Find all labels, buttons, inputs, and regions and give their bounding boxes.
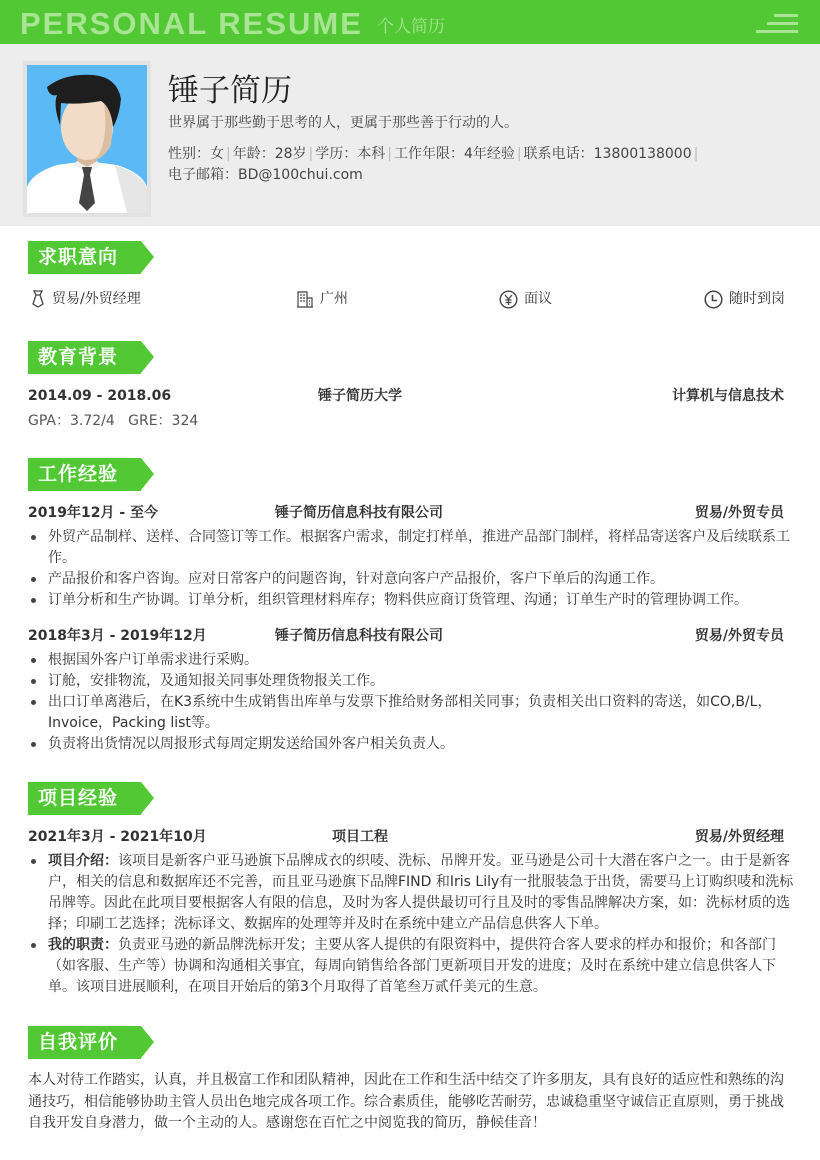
age: 年龄：28岁: [232, 146, 307, 162]
job-title: 贸易/外贸专员: [694, 505, 784, 521]
list-item: 外贸产品制样、送样、合同签订等工作。根据客户需求，制定打样单，推进产品部门制样，将样品寄送客户及后续联系工作。: [28, 527, 794, 569]
motto: 世界属于那些勤于思考的人，更属于那些善于行动的人。: [168, 115, 518, 131]
list-item: 项目介绍：该项目是新客户亚马逊旗下品牌成衣的织唛、洗标、吊牌开发。亚马逊是公司十大潜在客户之一。由于是新客户，相关的信息和数据库还不完善，而且亚马逊旗下品牌FIND 和Iris Lily有一批服装急于出货，需要马上订购织唛和洗标吊牌等。因此在此项目要根据客人有限的信息，及时为客人提供最切可行且及时的零售品牌解决方案，如：洗标材质的选择；印刷工艺选择；洗标译文、数据库的处理等并及时在系统中建立产品信息供客人下单。: [28, 851, 794, 935]
section-header-intent: 求职意向: [28, 241, 154, 274]
list-item: 我的职责：负责亚马逊的新品牌洗标开发；主要从客人提供的有限资料中，提供符合客人要求的样办和报价；和各部门（如客服、生产等）协调和沟通相关事宜，每周向销售给各部门更新项目开发的进度；及时在系统中建立信息供客人下单。该项目进展顺利，在项目开始后的第3个月取得了首笔叁万贰仟美元的生意。: [28, 935, 794, 998]
education-level: 学历：本科: [315, 146, 386, 162]
section-header-project: 项目经验: [28, 782, 154, 815]
section-header-work: 工作经验: [28, 458, 154, 491]
education-scores: GPA：3.72/4 GRE：324: [28, 413, 199, 429]
list-item: 产品报价和客户咨询。应对日常客户的问题咨询，针对意向客户产品报价，客户下单后的沟通工作。: [28, 569, 794, 590]
list-item: 根据国外客户订单需求进行采购。: [28, 650, 794, 671]
project-role: 贸易/外贸经理: [694, 829, 784, 845]
personal-info: [168, 144, 728, 186]
candidate-name: 锤子简历: [168, 73, 292, 109]
section-header-education: 教育背景: [28, 341, 154, 374]
email: 电子邮箱：BD@100chui.com: [168, 167, 363, 183]
section-header-self: 自我评价: [28, 1026, 154, 1059]
work-duties-list: [28, 650, 794, 755]
job-title: 贸易/外贸专员: [694, 628, 784, 644]
gender: 性别：女: [168, 146, 224, 162]
school-name: 锤子简历大学: [318, 388, 402, 404]
menu-icon[interactable]: [754, 14, 798, 34]
work-row: [28, 502, 784, 524]
project-row: [28, 826, 784, 848]
intent-salary: 面议: [499, 288, 552, 310]
list-item: 出口订单离港后，在K3系统中生成销售出库单与发票下推给财务部相关同事；负责相关出口资料的寄送，如CO,B/L，Invoice，Packing list等。: [28, 692, 794, 734]
work-duties-list: [28, 527, 794, 611]
education-period: 2014.09 - 2018.06: [28, 388, 172, 404]
list-item: 订单分析和生产协调。订单分析，组织管理材料库存；物料供应商订货管理、沟通；订单生产时的管理协调工作。: [28, 590, 794, 611]
divider: |: [693, 146, 699, 162]
title-en: PERSONAL RESUME: [20, 6, 363, 41]
top-banner: [0, 0, 820, 44]
project-period: 2021年3月 - 2021年10月: [28, 829, 207, 845]
avatar-photo: [27, 65, 147, 213]
work-row: [28, 625, 784, 647]
clock-icon: [704, 290, 723, 309]
work-years: 工作年限：4年经验: [393, 146, 515, 162]
avatar: [23, 61, 151, 217]
intent-availability: 随时到岗: [704, 288, 785, 310]
item-label: 我的职责：: [48, 937, 118, 953]
divider: |: [308, 146, 314, 162]
profile-section: [0, 44, 820, 226]
person-avatar-icon: [27, 65, 147, 213]
list-item: 订舱，安排物流，及通知报关同事处理货物报关工作。: [28, 671, 794, 692]
company-name: 锤子简历信息科技有限公司: [275, 505, 443, 521]
yen-icon: [499, 290, 518, 309]
phone: 联系电话：13800138000: [523, 146, 692, 162]
work-period: 2018年3月 - 2019年12月: [28, 628, 207, 644]
list-item: 负责将出货情况以周报形式每周定期发送给国外客户相关负责人。: [28, 734, 794, 755]
major: 计算机与信息技术: [672, 388, 784, 404]
project-details-list: [28, 851, 794, 998]
intent-position: 贸易/外贸经理: [30, 288, 141, 310]
self-evaluation: 本人对待工作踏实，认真，并且极富工作和团队精神，因此在工作和生活中结交了许多朋友，具有良好的适应性和熟练的沟通技巧，相信能够协助主管人员出色地完成各项工作。综合素质佳，能够吃苦耐劳，忠诚稳重坚守诚信正直原则，勇于挑战自我开发自身潜力，做一个主动的人。感谢您在百忙之中阅览我的简历，静候佳音！: [28, 1072, 784, 1131]
divider: |: [516, 146, 522, 162]
divider: |: [226, 146, 231, 162]
tie-icon: [30, 290, 46, 308]
building-icon: [297, 291, 314, 308]
work-period: 2019年12月 - 至今: [28, 505, 159, 521]
project-name: 项目工程: [332, 829, 388, 845]
title-cn: 个人简历: [377, 17, 445, 37]
education-row: [28, 385, 784, 407]
intent-city: 广州: [297, 288, 348, 310]
item-label: 项目介绍：: [48, 853, 118, 869]
divider: |: [387, 146, 392, 162]
company-name: 锤子简历信息科技有限公司: [275, 628, 443, 644]
